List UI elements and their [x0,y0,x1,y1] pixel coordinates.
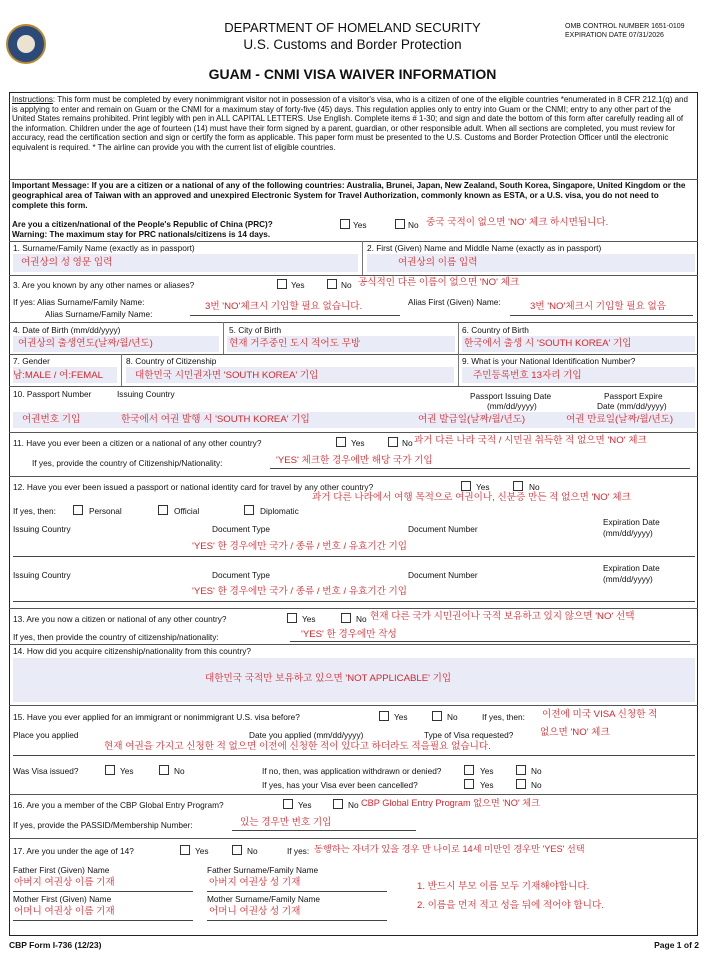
instructions: Instructions: This form must be completed by every nonimmigrant visitor not in possession of a visitor's visa, who is a citizen of one of the eligible countries *enumerated in 8 CFR 212.1(q) and is applying to enter and remain on Guam or the CNMI for a maximum stay of forty-five (45) days. This regulation applies only to entry into Guam or the CNMI; entry to any other part of the United States remains prohibited. Print legibly with pen in ALL CAPITAL LETTERS. Use English. Complete items # 1-30; and sign and date the bottom of this form after carefully reading all of the information. Children under the age of fourteen (14) must have their form signed by a parent, guardian, or other responsible adult. When all sections are completed, you must review for accuracy, read the certification section and sign or certify the form as applicable. This paper form must be presented to the U.S. Customs and Border Protection Officer until the electronic equivalent is required. * The airline can provide you with the current list of eligible countries. [12,95,688,152]
q15-ifyes-label: If yes, then: [482,712,525,722]
q4-label: 4. Date of Birth (mm/dd/yyyy) [13,325,121,335]
father-first-line[interactable] [13,891,193,892]
personal-checkbox[interactable] [73,505,83,515]
annotation-note-2: 2. 이름을 먼저 적고 성을 뒤에 적어야 합니다. [417,900,604,911]
q13-yes-checkbox[interactable] [287,613,297,623]
annotation-q15-a: 이전에 미국 VISA 신청한 적 [542,709,658,720]
date-applied-label: Date you applied (mm/dd/yyyy) [249,730,364,740]
q3-no-checkbox[interactable] [327,279,337,289]
q12-no-checkbox[interactable] [513,481,523,491]
omb-info: OMB CONTROL NUMBER 1651-0109 EXPIRATION DATE 07/31/2026 [565,23,685,39]
q17-yes-checkbox[interactable] [180,845,190,855]
q17-no-checkbox[interactable] [232,845,242,855]
q11-no-checkbox[interactable] [388,437,398,447]
q12-exp-fmt-1: (mm/dd/yyyy) [603,528,653,538]
expire-date-label: Passport Expire [604,391,663,401]
q12-docnum-label-2: Document Number [408,570,478,580]
q13-ifyes-label: If yes, then provide the country of citizenship/nationality: [13,632,219,642]
q3-yes-checkbox[interactable] [277,279,287,289]
annotation-q10-issue: 여권 발급일(날짜/월/년도) [418,414,526,425]
important-message: Important Message: If you are a citizen or a national of any of the following countries: Australia, Brunei, Japan, New Zealand, South Korea, Singapore, United Kingdom or the geographical area of Taiwan with an approved and unexpired Electronic System for Travel Authorization, commonly known as ESTA, or a U.S. visa, you do not need to complete this form. [12,181,686,210]
annotation-q13: 현재 다른 국가 시민권이나 국적 보유하고 있지 않으면 'NO' 선택 [370,611,635,622]
diplomatic-label: Diplomatic [260,506,299,516]
annotation-q15-b: 없으면 'NO' 체크 [540,727,610,738]
q16-ifyes-label: If yes, provide the PASSID/Membership Number: [13,820,193,830]
withdrawn-yes-checkbox[interactable] [464,765,474,775]
annotation-q14: 대한민국 국적만 보유하고 있으면 'NOT APPLICABLE' 기입 [205,673,452,684]
father-first-label: Father First (Given) Name [13,865,110,875]
visa-issued-no-label: No [174,766,185,776]
alias-surname-label: If yes: Alias Surname/Family Name: [13,297,145,307]
prc-warning: Warning: The maximum stay for PRC nationals/citizens is 14 days. [12,230,271,239]
q11-yes-checkbox[interactable] [336,437,346,447]
q12-docnum-label-1: Document Number [408,524,478,534]
q8-label: 8. Country of Citizenship [126,356,217,366]
withdrawn-yes-label: Yes [480,766,494,776]
annotation-q12-row2: 'YES' 한 경우에만 국가 / 종류 / 번호 / 유효기간 기입 [192,586,408,597]
q12-ifyes-label: If yes, then: [13,506,56,516]
mother-first-line[interactable] [13,920,193,921]
prc-no-label: No [408,220,419,230]
q12-issuing-label-2: Issuing Country [13,570,71,580]
q12-doctype-label-2: Document Type [212,570,270,580]
form-number: CBP Form I-736 (12/23) [9,940,102,950]
q13-label: 13. Are you now a citizen or national of any other country? [13,614,227,624]
annotation-father-surname: 아버지 여권상 성 기재 [209,877,301,888]
annotation-father-first: 아버지 여권상 이름 기재 [14,877,115,888]
annotation-q8: 대한민국 시민권자면 'SOUTH KOREA' 기입 [135,370,319,381]
visa-issued-yes-label: Yes [120,766,134,776]
q15-no-label: No [447,712,458,722]
q12-label: 12. Have you ever been issued a passport or national identity card for travel by any other country? [13,482,374,492]
q16-no-label: No [348,800,359,810]
annotation-note-1: 1. 반드시 부모 이름 모두 기재해야합니다. [417,881,590,892]
visa-issued-yes-checkbox[interactable] [105,765,115,775]
annotation-q11-ifyes: 'YES' 체크한 경우에만 해당 국가 기입 [276,455,433,466]
q15-yes-label: Yes [394,712,408,722]
q16-label: 16. Are you a member of the CBP Global Entry Program? [13,800,224,810]
q5-label: 5. City of Birth [229,325,282,335]
q12-exp-label-1: Expiration Date [603,517,660,527]
annotation-q12: 과거 다른 나라에서 여행 목적으로 여권이나, 신분증 만든 적 없으면 'NO' 체크 [312,492,631,503]
page-number: Page 1 of 2 [654,940,699,950]
annotation-q1: 여권상의 성 영문 입력 [21,257,113,268]
visa-issued-no-checkbox[interactable] [159,765,169,775]
q12-row1-line[interactable] [13,556,695,557]
q2-label: 2. First (Given) Name and Middle Name (exactly as in passport) [367,243,602,253]
annotation-q7: 남:MALE / 여:FEMAL [13,370,103,381]
annotation-q11: 과거 다른 나라 국적 / 시민권 취득한 적 없으면 'NO' 체크 [414,435,647,446]
withdrawn-no-label: No [531,766,542,776]
official-checkbox[interactable] [158,505,168,515]
q11-yes-label: Yes [351,438,365,448]
q12-yes-label: Yes [476,482,490,492]
place-applied-label: Place you applied [13,730,79,740]
diplomatic-checkbox[interactable] [244,505,254,515]
q3-yes-label: Yes [291,280,305,290]
annotation-q9: 주민등록번호 13자리 기입 [473,370,582,381]
annotation-q5: 현재 거주중인 도시 적어도 무방 [229,338,361,349]
cancelled-label: If yes, has your Visa ever been cancelled? [262,780,418,790]
annotation-q12-row1: 'YES' 한 경우에만 국가 / 종류 / 번호 / 유효기간 기입 [192,541,408,552]
father-surname-line[interactable] [207,891,387,892]
annotation-alias-surname: 3번 'NO'체크시 기입할 필요 없습니다. [205,301,363,312]
annotation-q16: CBP Global Entry Program 없으면 'NO' 체크 [361,798,540,808]
q15-apply-line[interactable] [13,755,695,756]
q13-yes-label: Yes [302,614,316,624]
prc-yes-label: Yes [353,220,367,230]
form-title: GUAM - CNMI VISA WAIVER INFORMATION [208,66,497,82]
annotation-mother-first: 어머니 여권상 이름 기재 [14,906,115,917]
q12-no-label: No [529,482,540,492]
q10-issuing-label: Issuing Country [117,389,175,399]
q17-ifyes-label: If yes: [287,846,310,856]
q14-label: 14. How did you acquire citizenship/nationality from this country? [13,646,251,656]
annotation-q10: 여권번호 기입 [22,414,81,425]
prc-question: Are you a citizen/national of the People's Republic of China (PRC)? [12,220,273,229]
annotation-q17: 동행하는 자녀가 있을 경우 만 나이로 14세 미만인 경우만 'YES' 선택 [314,844,585,854]
q12-exp-fmt-2: (mm/dd/yyyy) [603,574,653,584]
cancelled-yes-checkbox[interactable] [464,779,474,789]
q10-label: 10. Passport Number [13,389,92,399]
q16-no-checkbox[interactable] [333,799,343,809]
alias-first-line[interactable] [510,315,693,316]
q9-label: 9. What is your National Identification Number? [462,356,636,366]
issue-date-fmt: (mm/dd/yyyy) [487,401,537,411]
annotation-q10-expire: 여권 만료일(날짜/월/년도) [566,414,674,425]
q15-label: 15. Have you ever applied for an immigrant or nonimmigrant U.S. visa before? [13,712,300,722]
q17-yes-label: Yes [195,846,209,856]
department-name: DEPARTMENT OF HOMELAND SECURITY [224,20,481,35]
annotation-q10-country: 한국에서 여권 발행 시 'SOUTH KOREA' 기입 [121,414,310,425]
visa-type-label: Type of Visa requested? [424,730,514,740]
alias-surname-label-2: Alias Surname/Family Name: [45,309,153,319]
annotation-q6: 한국에서 출생 시 'SOUTH KOREA' 기입 [464,338,632,349]
withdrawn-label: If no, then, was application withdrawn or denied? [262,766,442,776]
q13-country-line[interactable] [290,641,690,642]
q13-no-checkbox[interactable] [341,613,351,623]
q12-exp-label-2: Expiration Date [603,563,660,573]
q12-yes-checkbox[interactable] [461,481,471,491]
official-label: Official [174,506,200,516]
prc-no-checkbox[interactable] [395,219,405,229]
personal-label: Personal [89,506,122,516]
cancelled-no-checkbox[interactable] [516,779,526,789]
alias-surname-line[interactable] [190,315,400,316]
q17-no-label: No [247,846,258,856]
q12-doctype-label-1: Document Type [212,524,270,534]
q3-label: 3. Are you known by any other names or aliases? [13,280,195,290]
father-surname-label: Father Surname/Family Name [207,865,319,875]
annotation-mother-surname: 어머니 여권상 성 기재 [209,906,301,917]
q12-issuing-label-1: Issuing Country [13,524,71,534]
passid-line[interactable] [232,830,416,831]
q16-yes-label: Yes [298,800,312,810]
q11-no-label: No [402,438,413,448]
mother-surname-label: Mother Surname/Family Name [207,894,320,904]
q15-yes-checkbox[interactable] [379,711,389,721]
q16-yes-checkbox[interactable] [283,799,293,809]
q11-ifyes-label: If yes, provide the country of Citizenship/Nationality: [32,458,223,468]
cancelled-yes-label: Yes [480,780,494,790]
annotation-q4: 여권상의 출생연도(날짜/월/년도) [18,338,153,349]
mother-surname-line[interactable] [207,920,387,921]
cancelled-no-label: No [531,780,542,790]
q11-label: 11. Have you ever been a citizen or a national of any other country? [13,438,262,448]
annotation-alias-first: 3번 'NO'체크시 기입할 필요 없음 [530,301,666,312]
visa-issued-label: Was Visa issued? [13,766,79,776]
withdrawn-no-checkbox[interactable] [516,765,526,775]
annotation-q2: 여권상의 이름 입력 [398,257,478,268]
annotation-q13-ifyes: 'YES' 한 경우에만 작성 [301,629,397,640]
annotation-q16-ifyes: 있는 경우만 번호 기입 [240,817,332,828]
issue-date-label: Passport Issuing Date [470,391,552,401]
annotation-prc: 중국 국적이 없으면 'NO' 체크 하시면됩니다. [426,217,609,228]
prc-yes-checkbox[interactable] [340,219,350,229]
annotation-q3: 공식적인 다른 이름이 없으면 'NO' 체크 [358,277,520,288]
q17-label: 17. Are you under the age of 14? [13,846,134,856]
annotation-q15-c: 현재 여권을 가지고 신청한 적 없으면 이전에 신청한 적이 있다고 하더라도 적을필요 없습니다. [104,741,491,752]
q3-no-label: No [341,280,352,290]
q1-label: 1. Surname/Family Name (exactly as in passport) [13,243,195,253]
q7-label: 7. Gender [13,356,50,366]
q15-no-checkbox[interactable] [432,711,442,721]
q11-country-line[interactable] [270,468,690,469]
q12-row2-line[interactable] [13,601,695,602]
q13-no-label: No [356,614,367,624]
alias-first-label: Alias First (Given) Name: [408,297,501,307]
mother-first-label: Mother First (Given) Name [13,894,112,904]
expire-date-fmt: Date (mm/dd/yyyy) [597,401,667,411]
agency-name: U.S. Customs and Border Protection [243,37,462,52]
q6-label: 6. Country of Birth [462,325,529,335]
